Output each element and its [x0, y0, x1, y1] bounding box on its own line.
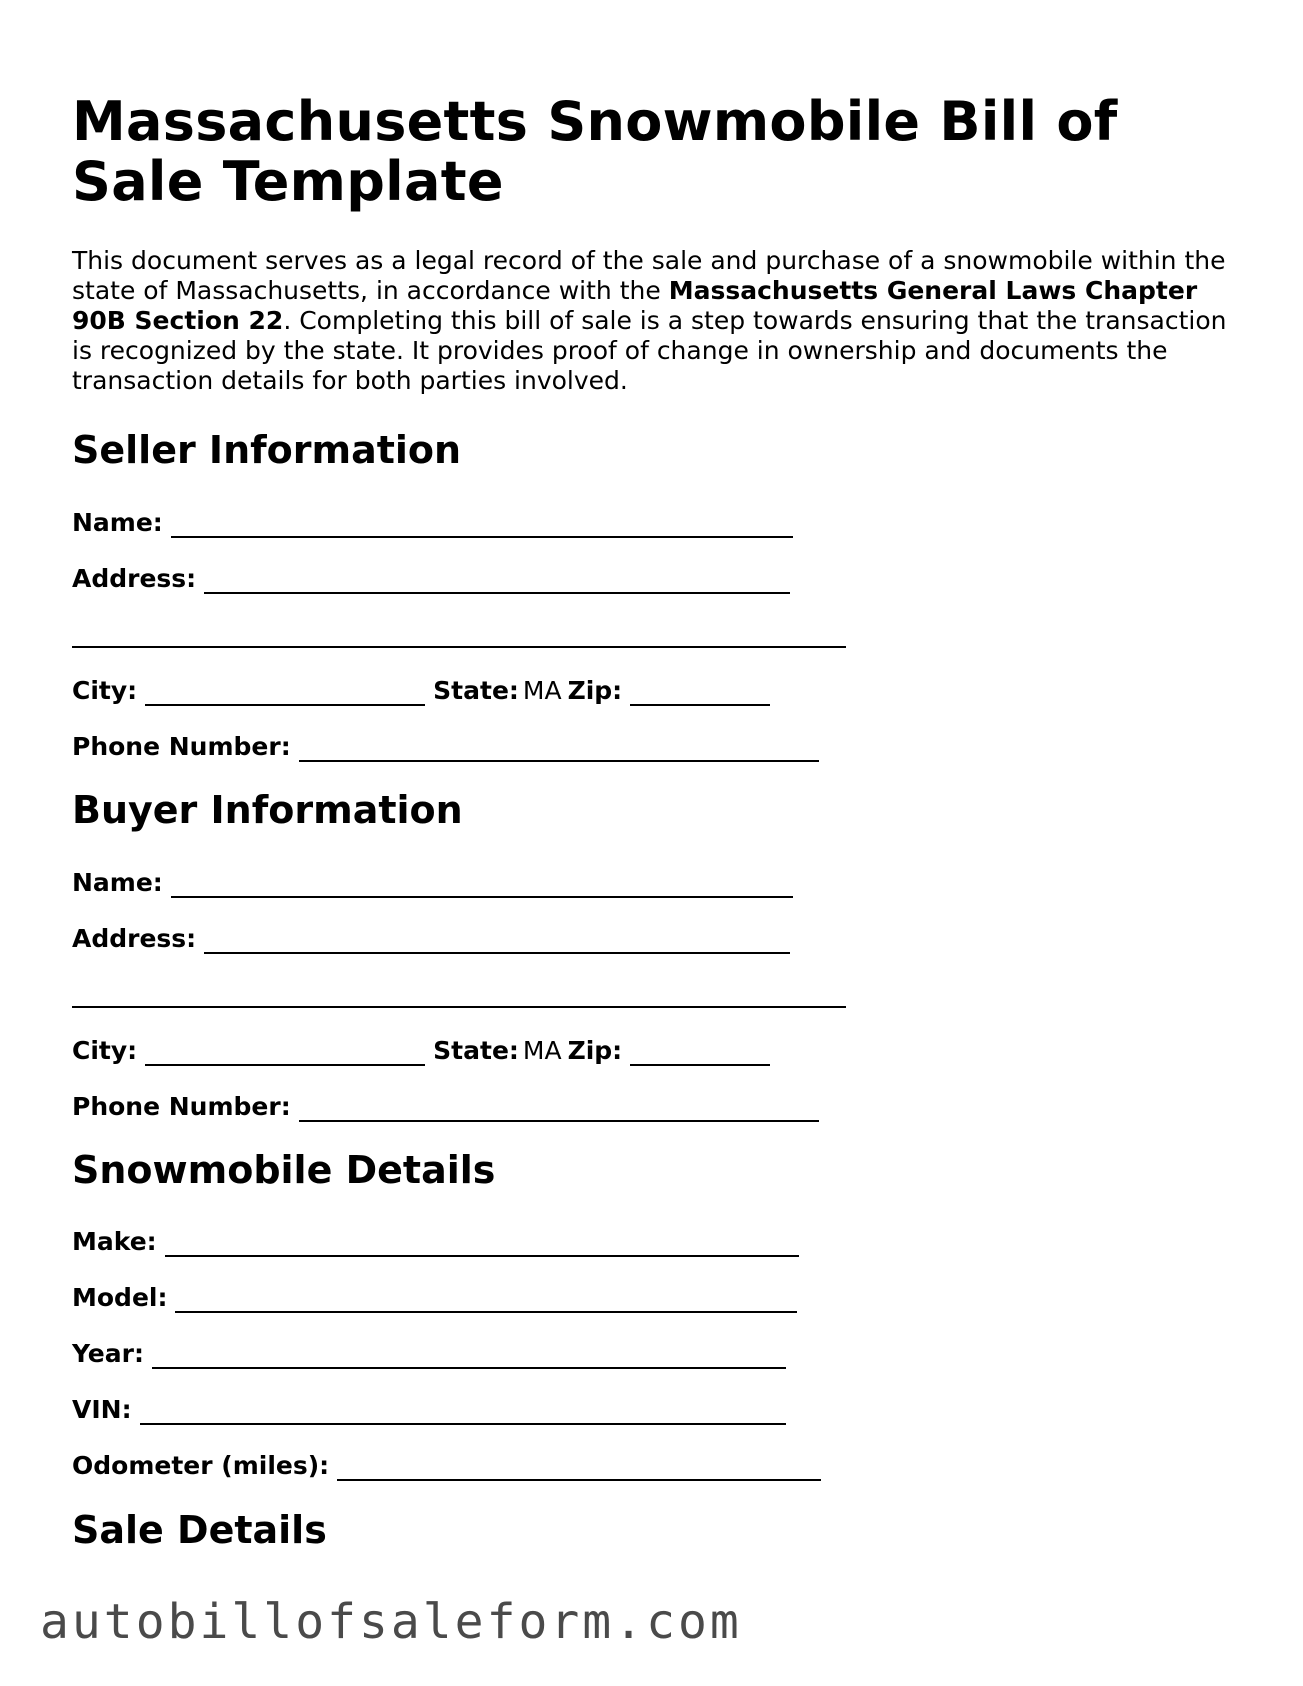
law-reference: Massachusetts General Laws Chapter 90B Section 22: [72, 276, 1198, 335]
make-row: [72, 1227, 807, 1257]
model-row: [72, 1283, 805, 1313]
vin-field[interactable]: [140, 1399, 786, 1425]
buyer-heading: Buyer Information: [72, 788, 463, 832]
buyer-address-field[interactable]: [204, 928, 790, 954]
seller-city-label: City:: [72, 676, 138, 705]
make-label: Make:: [72, 1227, 157, 1256]
buyer-phone-field[interactable]: [299, 1096, 819, 1122]
odometer-label: Odometer (miles):: [72, 1451, 330, 1480]
buyer-state-value: MA: [522, 1036, 562, 1065]
intro-text-start: This document serves as a legal record of the sale and purchase of a snowmobile within the state of Massachusetts, in accordance with the: [72, 246, 1226, 305]
seller-zip-label: Zip:: [567, 676, 623, 705]
year-label: Year:: [72, 1339, 144, 1368]
sale-heading: Sale Details: [72, 1508, 327, 1552]
seller-address-row: [72, 564, 798, 594]
buyer-zip-field[interactable]: [630, 1040, 770, 1066]
vin-label: VIN:: [72, 1395, 132, 1424]
odometer-field[interactable]: [337, 1455, 821, 1481]
seller-phone-row: [72, 732, 827, 762]
site-watermark: autobillofsaleform.com: [40, 1594, 742, 1650]
buyer-name-field[interactable]: [171, 872, 793, 898]
seller-name-row: [72, 508, 801, 538]
year-field[interactable]: [152, 1343, 786, 1369]
buyer-name-label: Name:: [72, 868, 163, 897]
seller-phone-field[interactable]: [299, 736, 819, 762]
buyer-name-row: [72, 868, 801, 898]
seller-heading: Seller Information: [72, 428, 462, 472]
seller-state-label: State:: [433, 676, 519, 705]
seller-name-field[interactable]: [171, 512, 793, 538]
seller-zip-field[interactable]: [630, 680, 770, 706]
buyer-location-row: [72, 1036, 778, 1066]
snowmobile-heading: Snowmobile Details: [72, 1148, 496, 1192]
page-title: Massachusetts Snowmobile Bill of Sale Template: [72, 90, 1118, 213]
buyer-address-label: Address:: [72, 924, 197, 953]
seller-phone-label: Phone Number:: [72, 732, 291, 761]
model-field[interactable]: [175, 1287, 797, 1313]
buyer-address-row: [72, 924, 798, 954]
intro-paragraph: [72, 246, 1232, 396]
seller-location-row: [72, 676, 778, 706]
model-label: Model:: [72, 1283, 168, 1312]
seller-address-label: Address:: [72, 564, 197, 593]
vin-row: [72, 1395, 794, 1425]
buyer-city-label: City:: [72, 1036, 138, 1065]
odometer-row: [72, 1451, 829, 1481]
seller-address-field[interactable]: [204, 568, 790, 594]
year-row: [72, 1339, 794, 1369]
seller-name-label: Name:: [72, 508, 163, 537]
buyer-address-line-2[interactable]: [72, 1006, 846, 1008]
make-field[interactable]: [165, 1231, 799, 1257]
buyer-zip-label: Zip:: [567, 1036, 623, 1065]
buyer-phone-row: [72, 1092, 827, 1122]
seller-state-value: MA: [522, 676, 562, 705]
buyer-city-field[interactable]: [145, 1040, 425, 1066]
buyer-phone-label: Phone Number:: [72, 1092, 291, 1121]
document-page: [72, 92, 1232, 396]
seller-address-line-2[interactable]: [72, 646, 846, 648]
intro-text-end: . Completing this bill of sale is a step towards ensuring that the transaction is recognized by the state. It provides proof of change in ownership and documents the transaction details for both parties involved.: [72, 306, 1227, 395]
buyer-state-label: State:: [433, 1036, 519, 1065]
seller-city-field[interactable]: [145, 680, 425, 706]
